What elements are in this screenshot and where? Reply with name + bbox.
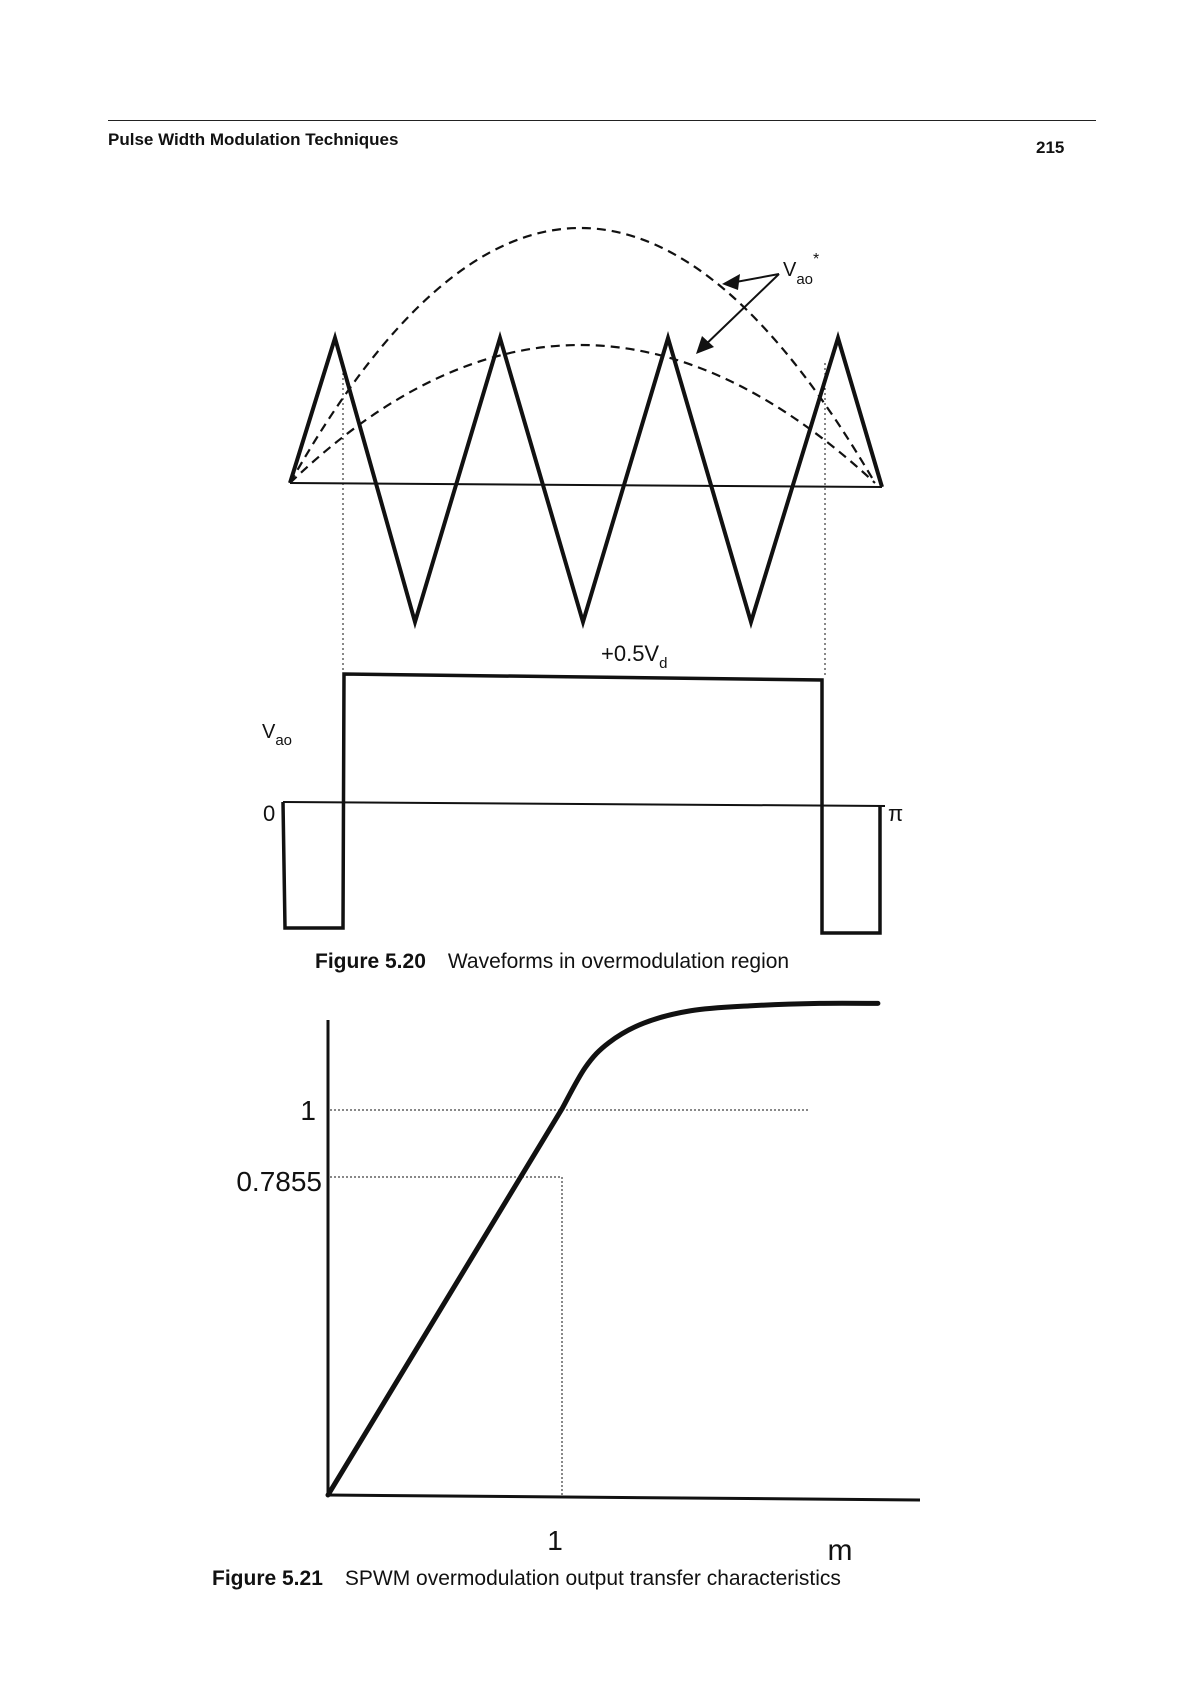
pi-label: π [888, 801, 904, 826]
x-axis-label: m [827, 1534, 853, 1567]
x-axis [327, 1495, 920, 1500]
page-number: 215 [1036, 138, 1065, 157]
figure-5-20-caption-label: Figure 5.20 [315, 950, 426, 973]
y-tick-label-1: 1 [300, 1095, 316, 1126]
figure-5-21-caption [212, 1567, 841, 1591]
output-label: $V_{ao}$ [262, 721, 293, 749]
reference-label: $V_{ao}^*$ [783, 251, 820, 288]
figure-5-21-caption-label: Figure 5.21 [212, 1567, 323, 1590]
positive-level-label: $+0.5V_d$ [601, 641, 668, 672]
figure-5-21-caption-text: SPWM overmodulation output transfer characteristics [344, 1567, 841, 1590]
figure-5-20-caption-text: Waveforms in overmodulation region [447, 950, 790, 973]
transfer-curve [328, 1003, 878, 1495]
x-tick-label-1: 1 [547, 1525, 563, 1556]
zero-label: 0 [263, 801, 276, 826]
running-head: Pulse Width Modulation Techniques [108, 130, 399, 149]
y-tick-label-0-7855: 0.7855 [236, 1166, 322, 1197]
